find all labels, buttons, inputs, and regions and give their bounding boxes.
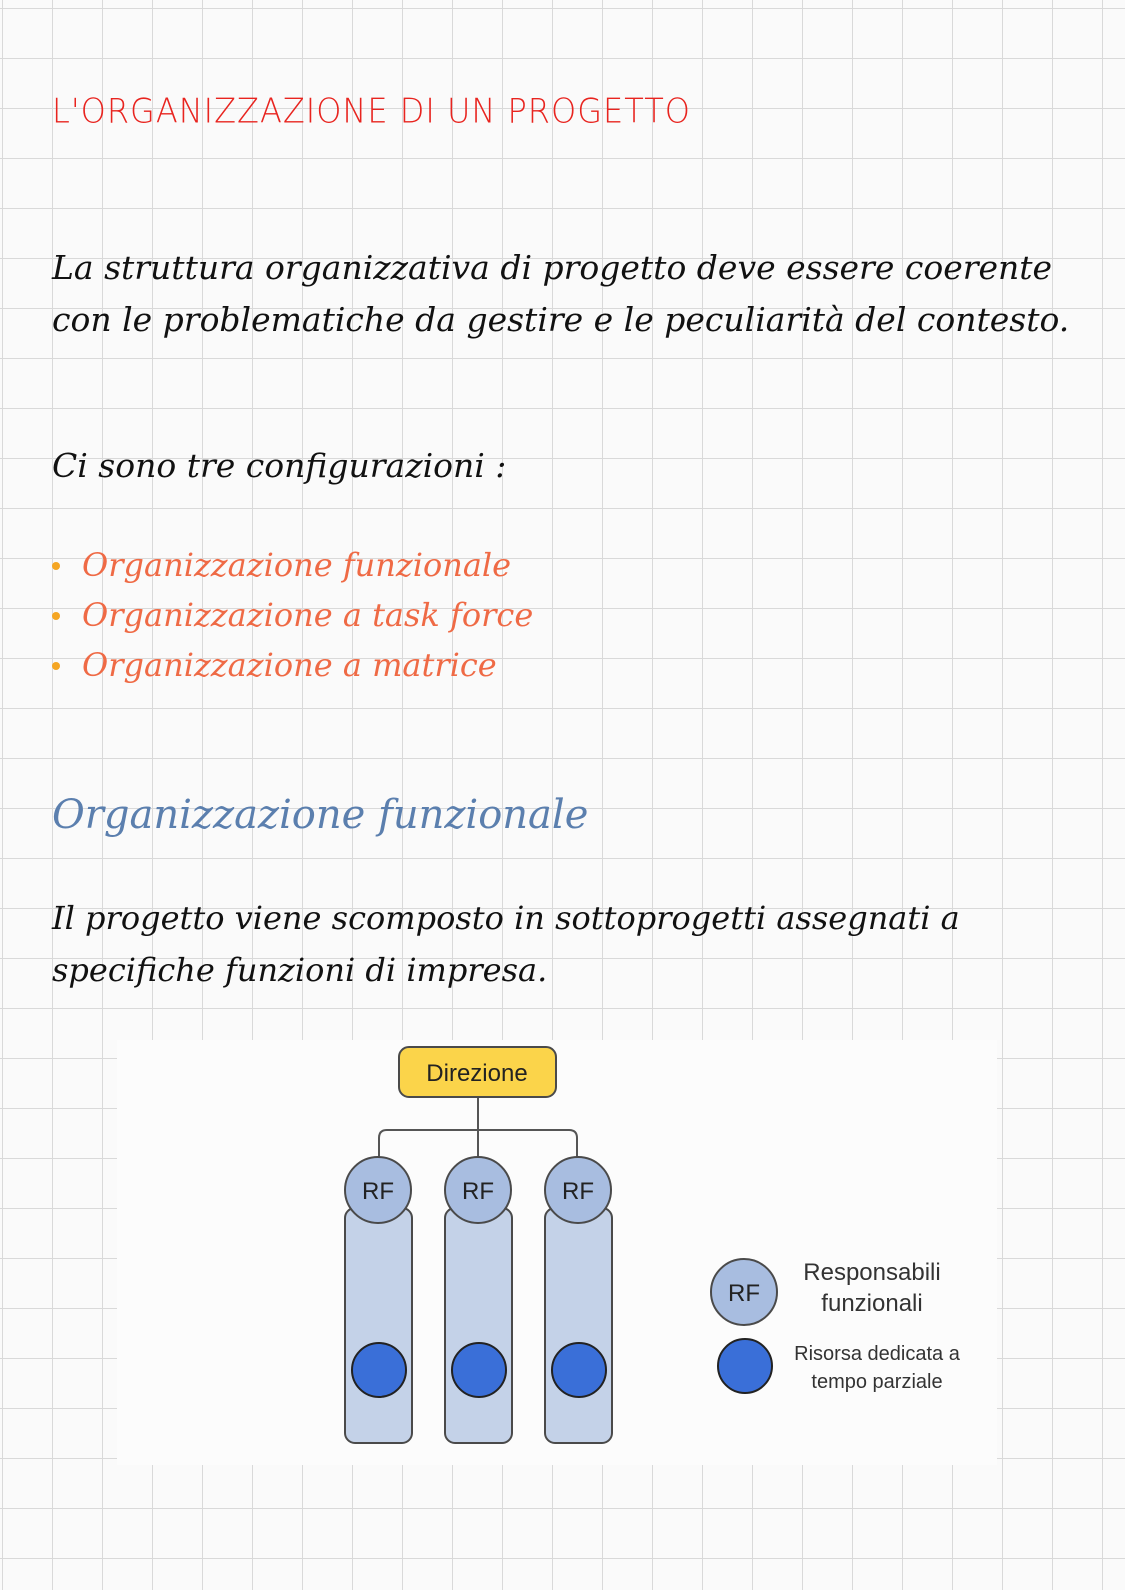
legend-resource-icon <box>718 1339 772 1393</box>
connector-lines <box>379 1098 577 1157</box>
list-item: Organizzazione a matrice <box>50 640 533 690</box>
function-column <box>445 1208 512 1443</box>
function-column <box>545 1208 612 1443</box>
legend-rf-label-2: funzionali <box>821 1290 923 1317</box>
resource-node <box>452 1343 506 1397</box>
function-column <box>345 1208 412 1443</box>
intro-paragraph: La struttura organizzativa di progetto deve essere coerente con le problematiche da gestire e le peculiarità del contesto. <box>52 248 1070 339</box>
configurations-list <box>50 540 533 690</box>
resource-node <box>352 1343 406 1397</box>
rf-label: RF <box>562 1178 594 1205</box>
legend-rf-label-1: Responsabili <box>803 1259 941 1286</box>
section-description: Il progetto viene scomposto in sottoprogetti assegnati a specifiche funzioni di impresa. <box>52 899 960 989</box>
section-title: Organizzazione funzionale <box>52 792 589 838</box>
list-item: Organizzazione a task force <box>50 590 533 640</box>
resource-node <box>552 1343 606 1397</box>
bullet-icon <box>52 662 60 670</box>
legend-resource-label-1: Risorsa dedicata a <box>794 1343 960 1365</box>
org-chart-diagram <box>117 1040 997 1465</box>
direzione-label: Direzione <box>426 1060 528 1087</box>
rf-label: RF <box>462 1178 494 1205</box>
list-item: Organizzazione funzionale <box>50 540 533 590</box>
bullet-icon <box>52 612 60 620</box>
page-title: L'ORGANIZZAZIONE DI UN PROGETTO <box>52 91 691 131</box>
legend-resource-label-2: tempo parziale <box>811 1371 943 1393</box>
org-chart-svg <box>117 1040 997 1465</box>
bullet-icon <box>52 562 60 570</box>
rf-label: RF <box>362 1178 394 1205</box>
configurations-intro: Ci sono tre configurazioni : <box>52 446 507 485</box>
legend-rf-symbol: RF <box>728 1280 760 1307</box>
legend <box>711 1259 961 1393</box>
